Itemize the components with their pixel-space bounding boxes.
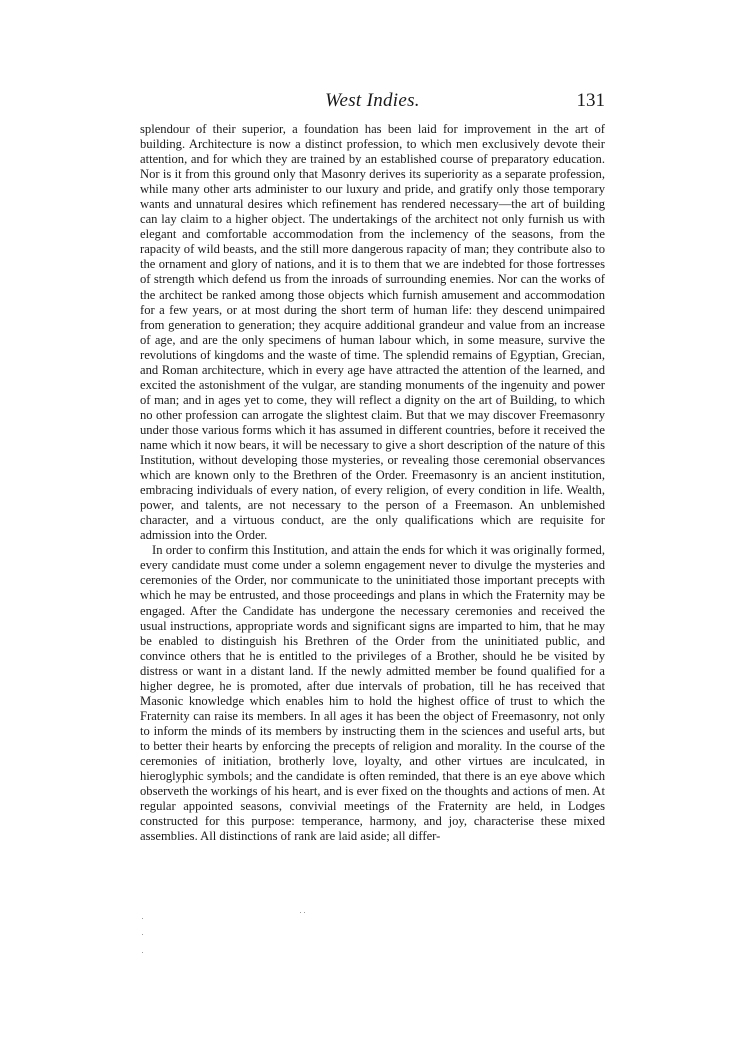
page-header — [140, 90, 605, 120]
scan-speck — [304, 912, 305, 913]
running-title: West Indies. — [325, 90, 420, 111]
scan-specks — [140, 908, 605, 968]
paragraph-1: splendour of their superior, a foundation has been laid for improvement in the art of building. Architecture is now a distinct profession, to which men exclusively devote their attention, and for which they are trained by an established course of preparatory education. Nor is it from this ground only that Masonry derives its superiority as a separate profession, while many other arts administer to our luxury and pride, and gratify only those temporary wants and unnatural desires which refinement has rendered necessary—the art of building can lay claim to a higher object. The undertakings of the architect not only furnish us with elegant and comfortable accommodation from the inclemency of the seasons, from the rapacity of wild beasts, and the still more dangerous rapacity of man; they contribute also to the ornament and glory of nations, and it is to them that we are indebted for those fortresses of strength which defend us from the inroads of surrounding enemies. Nor can the works of the architect be ranked among those objects which furnish amusement and accommodation for a few years, or at most during the short term of human life: they descend unimpaired from generation to generation; they acquire additional grandeur and value from an increase of age, and are the only specimens of human labour which, in some measure, survive the revolutions of kingdoms and the waste of time. The splendid remains of Egyptian, Grecian, and Roman architecture, which in every age have attracted the attention of the learned, and excited the astonishment of the vulgar, are standing monuments of the ingenuity and power of man; and in ages yet to come, they will reflect a dignity on the art of Building, to which no other profession can arrogate the slightest claim. But that we may discover Freemasonry under those various forms which it has assumed in different countries, before it received the name which it now bears, it will be necessary to give a short description of the nature of this Institution, without developing those mysteries, or revealing those ceremonial observances which are known only to the Brethren of the Order. Freemasonry is an ancient institution, embracing individuals of every nation, of every religion, of every condition in life. Wealth, power, and talents, are not necessary to the person of a Freemason. An unblemished character, and a virtuous conduct, are the only qualifications which are requisite for admission into the Order. — [140, 122, 605, 543]
scan-speck — [142, 934, 143, 935]
body-text — [140, 122, 605, 844]
book-page — [140, 90, 605, 844]
scan-speck — [142, 918, 143, 919]
scan-speck — [142, 952, 143, 953]
page-number: 131 — [576, 90, 605, 111]
scan-speck — [300, 912, 301, 913]
paragraph-2: In order to confirm this Institution, and attain the ends for which it was originally formed, every candidate must come under a solemn engagement never to divulge the mysteries and ceremonies of the Order, nor communicate to the uninitiated those important precepts with which he may be entrusted, and those proceedings and plans in which the Fraternity may be engaged. After the Candidate has undergone the necessary ceremonies and received the usual instructions, appropriate words and significant signs are imparted to him, that he may be enabled to distinguish his Brethren of the Order from the uninitiated public, and convince others that he is entitled to the privileges of a Brother, should he be visited by distress or want in a distant land. If the newly admitted member be found qualified for a higher degree, he is promoted, after due intervals of probation, till he has received that Masonic knowledge which enables him to hold the highest office of trust to which the Fraternity can raise its members. In all ages it has been the object of Freemasonry, not only to inform the minds of its members by instructing them in the sciences and useful arts, but to better their hearts by enforcing the precepts of religion and morality. In the course of the ceremonies of initiation, brotherly love, loyalty, and other virtues are inculcated, in hieroglyphic symbols; and the candidate is often reminded, that there is an eye above which observeth the workings of his heart, and is ever fixed on the thoughts and actions of men. At regular appointed seasons, convivial meetings of the Fraternity are held, in Lodges constructed for this purpose: temperance, harmony, and joy, characterise these mixed assemblies. All distinctions of rank are laid aside; all differ- — [140, 543, 605, 844]
